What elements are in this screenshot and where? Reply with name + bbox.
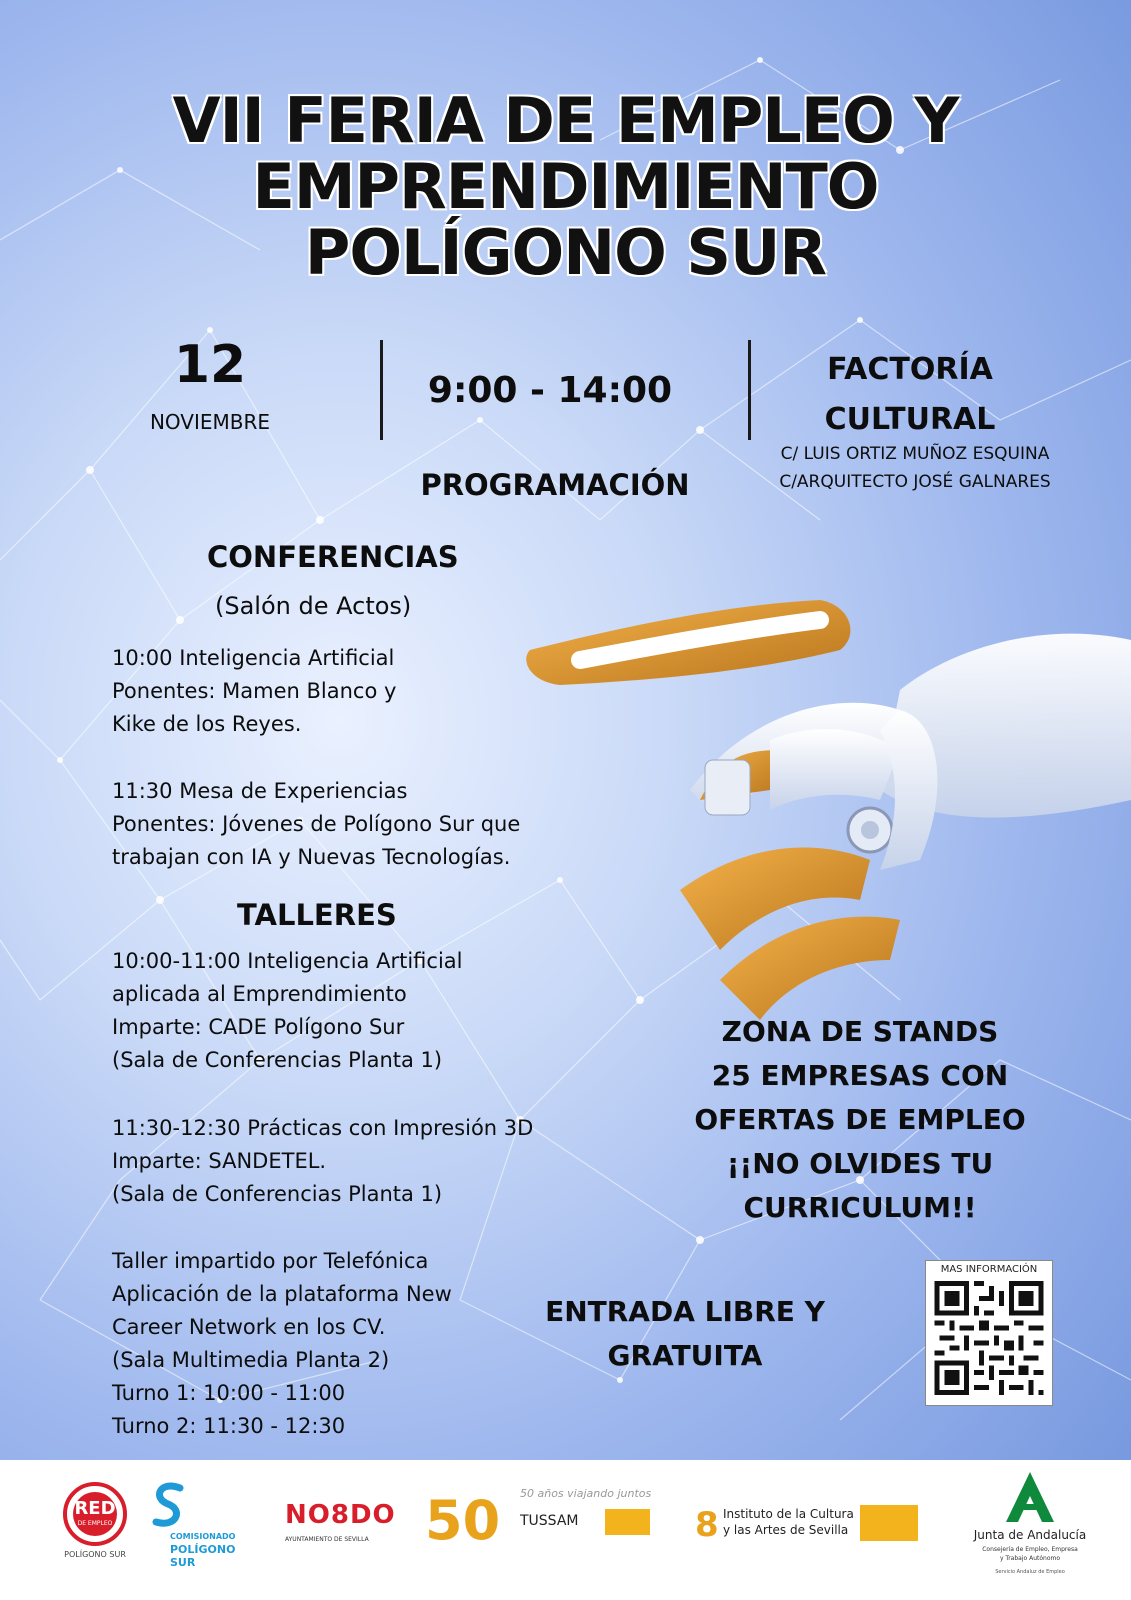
junta-icon	[1000, 1470, 1060, 1525]
taller-line: Turno 2: 11:30 - 12:30	[112, 1414, 346, 1438]
title-line-1: VII FERIA DE EMPLEO Y	[172, 84, 959, 157]
venue-line-2: CULTURAL	[824, 402, 996, 437]
entrada-line: ENTRADA LIBRE Y	[545, 1295, 825, 1328]
red-empleo-ring: POLÍGONO SUR	[64, 1550, 126, 1559]
conference-line: Ponentes: Jóvenes de Polígono Sur que	[112, 812, 521, 836]
conferencias-location: (Salón de Actos)	[215, 592, 412, 620]
stands-info	[690, 1010, 1030, 1230]
taller-line: (Sala de Conferencias Planta 1)	[112, 1182, 443, 1206]
conference-item	[112, 642, 396, 741]
conference-line: 11:30 Mesa de Experiencias	[112, 779, 408, 803]
nodo-sub: AYUNTAMIENTO DE SEVILLA	[285, 1536, 369, 1543]
qr-code-icon	[934, 1281, 1044, 1395]
divider	[748, 340, 751, 440]
stands-line: OFERTAS DE EMPLEO	[694, 1103, 1026, 1136]
tussam-number: 50	[425, 1489, 501, 1552]
tussam-logo	[425, 1485, 655, 1575]
comisionado-line2: POLÍGONO SUR	[170, 1543, 236, 1569]
taller-line: Taller impartido por Telefónica	[112, 1249, 429, 1273]
entrada-info	[540, 1290, 830, 1378]
taller-line: 11:30-12:30 Prácticas con Impresión 3D	[112, 1116, 534, 1140]
title-line-3: POLÍGONO SUR	[304, 216, 827, 289]
event-venue	[760, 345, 1060, 445]
ayuntamiento-badge	[860, 1505, 918, 1541]
conference-line: Ponentes: Mamen Blanco y	[112, 679, 397, 703]
address-line-2: C/ARQUITECTO JOSÉ GALNARES	[779, 472, 1051, 492]
icas-icon: 8	[695, 1505, 719, 1545]
taller-item	[112, 945, 462, 1077]
venue-line-1: FACTORÍA	[827, 352, 993, 387]
taller-line: Imparte: SANDETEL.	[112, 1149, 327, 1173]
qr-code[interactable]	[925, 1260, 1053, 1406]
stands-line: CURRICULUM!!	[743, 1191, 977, 1224]
icas-line1: Instituto de la Cultura	[723, 1507, 854, 1521]
title-line-2: EMPRENDIMIENTO	[252, 150, 879, 223]
taller-item	[112, 1245, 452, 1443]
taller-line: 10:00-11:00 Inteligencia Artificial	[112, 949, 463, 973]
tussam-name: TUSSAM	[520, 1513, 579, 1529]
conference-line: Kike de los Reyes.	[112, 712, 302, 736]
stands-line: ZONA DE STANDS	[721, 1015, 999, 1048]
taller-line: Career Network en los CV.	[112, 1315, 386, 1339]
comisionado-icon	[150, 1480, 190, 1530]
taller-line: Imparte: CADE Polígono Sur	[112, 1015, 405, 1039]
conferencias-heading: CONFERENCIAS	[207, 540, 459, 574]
qr-label: MAS INFORMACIÓN	[940, 1264, 1038, 1275]
junta-logo	[950, 1470, 1110, 1595]
entrada-line: GRATUITA	[607, 1339, 763, 1372]
event-address	[760, 440, 1070, 496]
taller-line: Turno 1: 10:00 - 11:00	[112, 1381, 346, 1405]
event-day: 12	[173, 335, 247, 395]
divider	[380, 340, 383, 440]
red-empleo-sub: DE EMPLEO	[77, 1520, 113, 1527]
address-line-1: C/ LUIS ORTIZ MUÑOZ ESQUINA	[780, 444, 1050, 464]
event-month: NOVIEMBRE	[149, 410, 271, 434]
ayuntamiento-badge	[605, 1509, 650, 1535]
nodo-text: NO8DO	[285, 1500, 396, 1530]
junta-line3: Servicio Andaluz de Empleo	[995, 1569, 1065, 1575]
junta-line2: y Trabajo Autónomo	[999, 1555, 1061, 1562]
tussam-tagline: 50 años viajando juntos	[520, 1487, 652, 1500]
programacion-heading: PROGRAMACIÓN	[420, 468, 690, 502]
conference-line: 10:00 Inteligencia Artificial	[112, 646, 395, 670]
junta-name: Junta de Andalucía	[973, 1528, 1087, 1542]
event-time: 9:00 - 14:00	[427, 370, 673, 411]
icas-line2: y las Artes de Sevilla	[723, 1523, 849, 1537]
stands-line: ¡¡NO OLVIDES TU	[726, 1147, 994, 1180]
taller-line: Aplicación de la plataforma New	[112, 1282, 452, 1306]
conference-item	[112, 775, 520, 874]
taller-line: aplicada al Emprendimiento	[112, 982, 407, 1006]
comisionado-line1: COMISIONADO	[170, 1532, 236, 1541]
junta-line1: Consejería de Empleo, Empresa	[982, 1546, 1078, 1553]
red-empleo-logo	[55, 1480, 135, 1580]
taller-line: (Sala Multimedia Planta 2)	[112, 1348, 390, 1372]
conference-line: trabajan con IA y Nuevas Tecnologías.	[112, 845, 511, 869]
stands-line: 25 EMPRESAS CON	[711, 1059, 1009, 1092]
comisionado-logo	[150, 1480, 260, 1580]
talleres-heading: TALLERES	[237, 898, 397, 932]
sponsor-footer	[0, 1460, 1131, 1600]
red-empleo-main: RED	[74, 1498, 116, 1519]
taller-item	[112, 1112, 533, 1211]
robot-hand-illustration	[520, 560, 1131, 1080]
taller-line: (Sala de Conferencias Planta 1)	[112, 1048, 443, 1072]
event-title	[0, 84, 1131, 289]
nodo-logo	[285, 1500, 396, 1560]
icas-logo	[695, 1505, 925, 1565]
